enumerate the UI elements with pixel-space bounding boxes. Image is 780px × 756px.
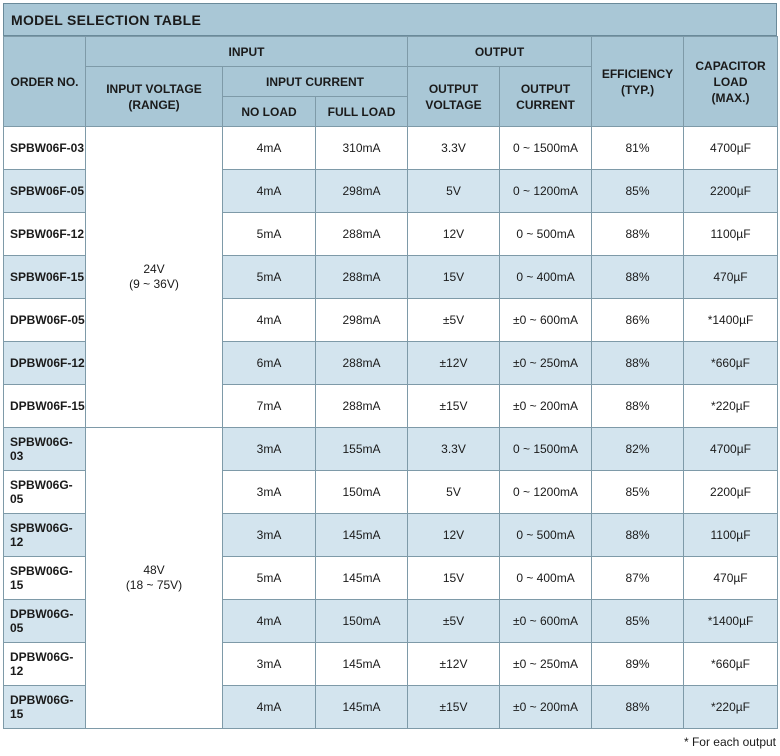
cell-output-voltage: 15V	[408, 256, 500, 299]
cell-input-voltage: 48V (18 ~ 75V)	[86, 428, 223, 729]
cell-full-load: 298mA	[316, 299, 408, 342]
cell-order-no: DPBW06G-12	[4, 643, 86, 686]
cell-no-load: 6mA	[223, 342, 316, 385]
cell-capacitor-load: *660µF	[684, 643, 778, 686]
table-title: MODEL SELECTION TABLE	[3, 3, 777, 36]
cell-no-load: 4mA	[223, 600, 316, 643]
table-body	[4, 127, 778, 729]
cell-output-current: 0 ~ 1200mA	[500, 471, 592, 514]
cell-order-no: SPBW06F-12	[4, 213, 86, 256]
cell-no-load: 3mA	[223, 643, 316, 686]
header-input: INPUT	[86, 37, 408, 67]
header-no-load: NO LOAD	[223, 97, 316, 127]
cell-full-load: 145mA	[316, 514, 408, 557]
cell-efficiency: 88%	[592, 342, 684, 385]
cell-order-no: DPBW06F-05	[4, 299, 86, 342]
cell-efficiency: 88%	[592, 514, 684, 557]
cell-efficiency: 82%	[592, 428, 684, 471]
cell-output-current: ±0 ~ 200mA	[500, 686, 592, 729]
cell-capacitor-load: *1400µF	[684, 600, 778, 643]
cell-output-current: ±0 ~ 600mA	[500, 600, 592, 643]
cell-output-voltage: 5V	[408, 471, 500, 514]
header-input-current: INPUT CURRENT	[223, 67, 408, 97]
cell-no-load: 3mA	[223, 514, 316, 557]
cell-full-load: 288mA	[316, 256, 408, 299]
cell-capacitor-load: 4700µF	[684, 127, 778, 170]
table-row	[4, 428, 778, 471]
cell-full-load: 145mA	[316, 557, 408, 600]
cell-order-no: SPBW06G-15	[4, 557, 86, 600]
cell-no-load: 7mA	[223, 385, 316, 428]
cell-no-load: 5mA	[223, 557, 316, 600]
cell-full-load: 288mA	[316, 342, 408, 385]
cell-output-current: 0 ~ 1200mA	[500, 170, 592, 213]
cell-output-voltage: ±5V	[408, 299, 500, 342]
cell-efficiency: 89%	[592, 643, 684, 686]
cell-output-current: 0 ~ 500mA	[500, 514, 592, 557]
cell-efficiency: 88%	[592, 686, 684, 729]
cell-no-load: 5mA	[223, 256, 316, 299]
cell-full-load: 150mA	[316, 471, 408, 514]
cell-output-current: ±0 ~ 250mA	[500, 342, 592, 385]
cell-capacitor-load: *660µF	[684, 342, 778, 385]
cell-capacitor-load: 470µF	[684, 557, 778, 600]
cell-output-current: ±0 ~ 600mA	[500, 299, 592, 342]
header-efficiency: EFFICIENCY (TYP.)	[592, 37, 684, 127]
cell-order-no: SPBW06G-05	[4, 471, 86, 514]
cell-efficiency: 88%	[592, 213, 684, 256]
table-row	[4, 127, 778, 170]
cell-no-load: 3mA	[223, 428, 316, 471]
cell-full-load: 288mA	[316, 385, 408, 428]
cell-efficiency: 85%	[592, 170, 684, 213]
cell-capacitor-load: *1400µF	[684, 299, 778, 342]
cell-output-voltage: 3.3V	[408, 428, 500, 471]
cell-no-load: 4mA	[223, 686, 316, 729]
cell-full-load: 145mA	[316, 643, 408, 686]
cell-order-no: SPBW06F-15	[4, 256, 86, 299]
cell-output-voltage: 15V	[408, 557, 500, 600]
model-selection-table	[3, 36, 778, 729]
cell-efficiency: 88%	[592, 256, 684, 299]
cell-no-load: 3mA	[223, 471, 316, 514]
cell-full-load: 288mA	[316, 213, 408, 256]
cell-capacitor-load: 4700µF	[684, 428, 778, 471]
header-output: OUTPUT	[408, 37, 592, 67]
cell-output-voltage: ±5V	[408, 600, 500, 643]
cell-output-voltage: ±15V	[408, 686, 500, 729]
model-selection-table-block	[3, 3, 777, 729]
cell-output-voltage: 12V	[408, 514, 500, 557]
cell-capacitor-load: *220µF	[684, 385, 778, 428]
cell-output-current: 0 ~ 400mA	[500, 557, 592, 600]
cell-order-no: SPBW06G-12	[4, 514, 86, 557]
cell-order-no: DPBW06G-15	[4, 686, 86, 729]
cell-output-voltage: ±12V	[408, 643, 500, 686]
cell-output-current: 0 ~ 1500mA	[500, 428, 592, 471]
cell-efficiency: 86%	[592, 299, 684, 342]
cell-order-no: SPBW06F-03	[4, 127, 86, 170]
cell-capacitor-load: *220µF	[684, 686, 778, 729]
cell-efficiency: 85%	[592, 471, 684, 514]
cell-no-load: 5mA	[223, 213, 316, 256]
footnote: * For each output	[683, 735, 776, 749]
cell-capacitor-load: 470µF	[684, 256, 778, 299]
cell-capacitor-load: 2200µF	[684, 170, 778, 213]
cell-full-load: 145mA	[316, 686, 408, 729]
cell-efficiency: 81%	[592, 127, 684, 170]
cell-full-load: 310mA	[316, 127, 408, 170]
table-header	[4, 37, 778, 127]
cell-input-voltage: 24V (9 ~ 36V)	[86, 127, 223, 428]
cell-efficiency: 87%	[592, 557, 684, 600]
cell-full-load: 298mA	[316, 170, 408, 213]
cell-capacitor-load: 1100µF	[684, 213, 778, 256]
cell-output-current: 0 ~ 1500mA	[500, 127, 592, 170]
cell-efficiency: 88%	[592, 385, 684, 428]
cell-output-current: 0 ~ 500mA	[500, 213, 592, 256]
cell-no-load: 4mA	[223, 127, 316, 170]
cell-order-no: DPBW06F-12	[4, 342, 86, 385]
cell-order-no: SPBW06F-05	[4, 170, 86, 213]
cell-full-load: 150mA	[316, 600, 408, 643]
header-full-load: FULL LOAD	[316, 97, 408, 127]
header-output-voltage: OUTPUT VOLTAGE	[408, 67, 500, 127]
cell-order-no: DPBW06G-05	[4, 600, 86, 643]
cell-capacitor-load: 2200µF	[684, 471, 778, 514]
header-capacitor-load: CAPACITOR LOAD (MAX.)	[684, 37, 778, 127]
cell-output-voltage: 3.3V	[408, 127, 500, 170]
cell-output-current: ±0 ~ 250mA	[500, 643, 592, 686]
cell-output-voltage: 12V	[408, 213, 500, 256]
cell-full-load: 155mA	[316, 428, 408, 471]
cell-output-voltage: ±15V	[408, 385, 500, 428]
cell-no-load: 4mA	[223, 299, 316, 342]
cell-no-load: 4mA	[223, 170, 316, 213]
cell-order-no: DPBW06F-15	[4, 385, 86, 428]
cell-order-no: SPBW06G-03	[4, 428, 86, 471]
cell-output-voltage: 5V	[408, 170, 500, 213]
cell-output-voltage: ±12V	[408, 342, 500, 385]
cell-output-current: 0 ~ 400mA	[500, 256, 592, 299]
header-order-no: ORDER NO.	[4, 37, 86, 127]
cell-efficiency: 85%	[592, 600, 684, 643]
cell-output-current: ±0 ~ 200mA	[500, 385, 592, 428]
cell-capacitor-load: 1100µF	[684, 514, 778, 557]
header-output-current: OUTPUT CURRENT	[500, 67, 592, 127]
header-input-voltage: INPUT VOLTAGE (RANGE)	[86, 67, 223, 127]
